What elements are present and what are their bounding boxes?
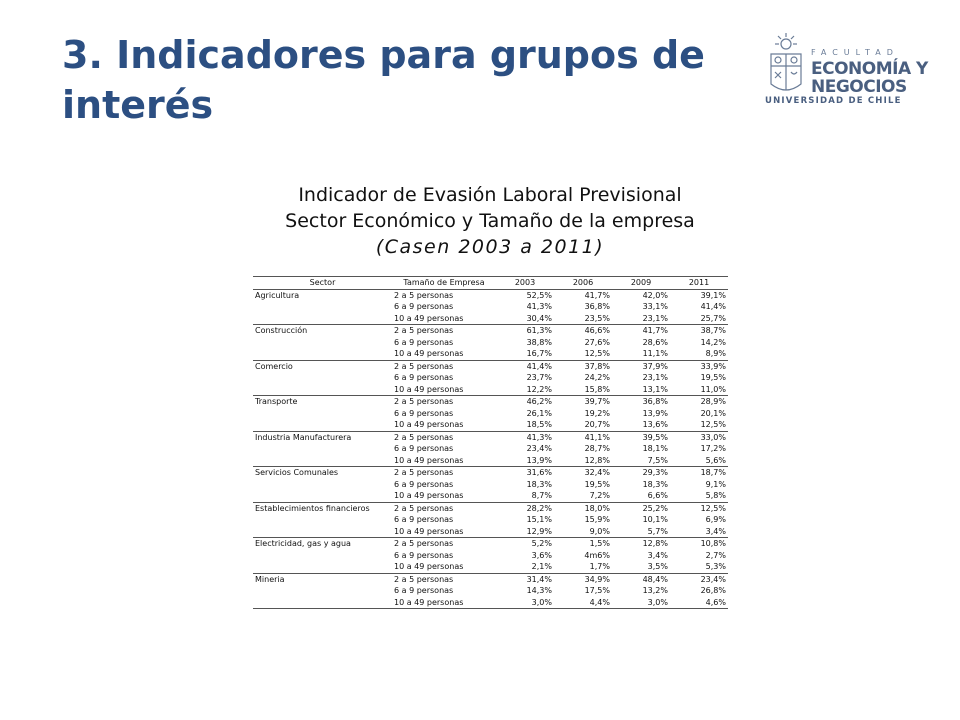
value-cell: 18,5% (496, 419, 554, 431)
value-cell: 61,3% (526, 326, 552, 335)
table-row (253, 396, 728, 408)
sector-cell: Comercio (255, 361, 293, 371)
value-cell: 25,2% (642, 503, 668, 513)
value-cell: 18,1% (642, 444, 668, 453)
value-cell: 3,4% (670, 526, 728, 538)
header-2003: 2003 (496, 277, 554, 290)
header-sector: Sector (253, 277, 392, 290)
value-cell: 41,3% (526, 432, 552, 442)
value-cell: 42,0% (642, 290, 668, 300)
sector-cell (253, 561, 392, 573)
table-row (253, 443, 728, 455)
table-row (253, 561, 728, 573)
value-cell: 32,4% (584, 468, 610, 477)
value-cell: 6,6% (612, 490, 670, 502)
value-cell: 18,7% (700, 468, 726, 477)
size-cell: 10 a 49 personas (392, 490, 496, 502)
size-cell: 6 a 9 personas (394, 408, 454, 418)
value-cell: 28,6% (642, 337, 668, 347)
value-cell: 28,7% (584, 444, 610, 453)
value-cell: 4m6% (584, 550, 610, 560)
logo-faculty-label: FACULTAD (811, 48, 899, 57)
size-cell: 2 a 5 personas (394, 326, 454, 335)
value-cell: 3,0% (496, 597, 554, 609)
value-cell: 10,8% (700, 539, 726, 548)
value-cell: 18,3% (642, 479, 668, 489)
sector-cell: Construcción (255, 326, 308, 335)
faculty-logo (765, 30, 928, 110)
value-cell: 10,1% (642, 515, 668, 524)
sector-cell (253, 384, 392, 396)
value-cell: 41,7% (584, 290, 610, 300)
value-cell: 3,4% (647, 550, 668, 560)
value-cell: 26,1% (526, 408, 552, 418)
table-row (253, 538, 728, 550)
value-cell: 27,6% (584, 337, 610, 347)
sector-cell (253, 550, 392, 562)
value-cell: 19,5% (584, 479, 610, 489)
value-cell: 5,6% (670, 455, 728, 467)
sector-cell (253, 585, 392, 597)
university-seal-icon (765, 32, 807, 100)
value-cell: 23,1% (642, 373, 668, 382)
value-cell: 18,3% (526, 479, 552, 489)
value-cell: 15,8% (554, 384, 612, 396)
value-cell: 39,7% (584, 397, 610, 406)
size-cell: 6 a 9 personas (394, 337, 454, 347)
table-row (253, 360, 728, 372)
value-cell: 12,5% (670, 419, 728, 431)
value-cell: 19,2% (584, 408, 610, 418)
sector-cell (253, 597, 392, 609)
sector-cell: Transporte (255, 397, 298, 406)
value-cell: 38,8% (526, 337, 552, 347)
table-row (253, 337, 728, 349)
value-cell: 41,4% (700, 302, 726, 311)
sector-cell (253, 479, 392, 491)
sector-cell (253, 408, 392, 420)
value-cell: 26,8% (700, 586, 726, 595)
table-row (253, 325, 728, 337)
table-row (253, 550, 728, 562)
sector-cell: Servicios Comunales (255, 468, 339, 477)
value-cell: 7,2% (554, 490, 612, 502)
value-cell: 3,0% (612, 597, 670, 609)
value-cell: 39,1% (700, 290, 726, 300)
size-cell: 10 a 49 personas (392, 561, 496, 573)
table-row (253, 573, 728, 585)
sector-cell (253, 337, 392, 349)
sector-cell: Establecimientos financieros (255, 503, 370, 513)
value-cell: 1,5% (589, 539, 610, 548)
table-row (253, 313, 728, 325)
table-row (253, 419, 728, 431)
sector-cell (253, 301, 392, 313)
table-row (253, 455, 728, 467)
sector-cell: Mineria (255, 574, 285, 584)
value-cell: 2,1% (496, 561, 554, 573)
value-cell: 4,4% (554, 597, 612, 609)
value-cell: 2,7% (705, 550, 726, 560)
value-cell: 41,3% (526, 302, 552, 311)
value-cell: 17,5% (584, 586, 610, 595)
table-heading (220, 182, 760, 260)
value-cell: 1,7% (554, 561, 612, 573)
value-cell: 29,3% (642, 468, 668, 477)
slide-title: 3. Indicadores para grupos de interés (62, 33, 705, 127)
table-row (253, 301, 728, 313)
table-row (253, 490, 728, 502)
header-2006: 2006 (554, 277, 612, 290)
logo-economia: ECONOMÍA Y (811, 59, 928, 79)
value-cell: 38,7% (700, 326, 726, 335)
value-cell: 16,7% (496, 348, 554, 360)
size-cell: 6 a 9 personas (394, 373, 454, 382)
value-cell: 31,6% (526, 468, 552, 477)
value-cell: 8,9% (670, 348, 728, 360)
value-cell: 12,5% (700, 503, 726, 513)
value-cell: 20,7% (554, 419, 612, 431)
table-row (253, 408, 728, 420)
sector-cell (253, 514, 392, 526)
value-cell: 33,9% (700, 361, 726, 371)
table-row (253, 431, 728, 443)
size-cell: 10 a 49 personas (392, 348, 496, 360)
size-cell: 2 a 5 personas (394, 503, 454, 513)
value-cell: 6,9% (705, 515, 726, 524)
value-cell: 25,7% (670, 313, 728, 325)
value-cell: 15,1% (526, 515, 552, 524)
value-cell: 12,8% (554, 455, 612, 467)
sector-cell: Electricidad, gas y agua (255, 539, 351, 548)
table-heading-line2: Sector Económico y Tamaño de la empresa (285, 210, 695, 232)
value-cell: 13,2% (642, 586, 668, 595)
size-cell: 2 a 5 personas (394, 397, 454, 406)
header-2009: 2009 (612, 277, 670, 290)
size-cell: 10 a 49 personas (392, 597, 496, 609)
table-heading-source: (Casen 2003 a 2011) (375, 236, 605, 258)
table-row (253, 526, 728, 538)
value-cell: 5,3% (670, 561, 728, 573)
header-size: Tamaño de Empresa (392, 277, 496, 290)
size-cell: 6 a 9 personas (394, 586, 454, 595)
value-cell: 23,4% (700, 574, 726, 584)
logo-university: UNIVERSIDAD DE CHILE (765, 96, 902, 106)
size-cell: 10 a 49 personas (392, 526, 496, 538)
value-cell: 34,9% (584, 574, 610, 584)
sector-cell (253, 419, 392, 431)
value-cell: 41,1% (584, 432, 610, 442)
value-cell: 19,5% (700, 373, 726, 382)
sector-cell (253, 443, 392, 455)
value-cell: 18,0% (584, 503, 610, 513)
value-cell: 23,1% (612, 313, 670, 325)
size-cell: 10 a 49 personas (392, 455, 496, 467)
value-cell: 36,8% (584, 302, 610, 311)
sector-cell (253, 526, 392, 538)
size-cell: 2 a 5 personas (394, 574, 454, 584)
table-row (253, 348, 728, 360)
value-cell: 46,6% (584, 326, 610, 335)
evasion-table (253, 276, 728, 609)
size-cell: 10 a 49 personas (392, 313, 496, 325)
size-cell: 2 a 5 personas (394, 468, 454, 477)
size-cell: 6 a 9 personas (394, 302, 454, 311)
sector-cell: Agricultura (255, 290, 300, 300)
value-cell: 23,7% (526, 373, 552, 382)
value-cell: 52,5% (526, 290, 552, 300)
value-cell: 23,4% (526, 444, 552, 453)
value-cell: 36,8% (642, 397, 668, 406)
table-body (253, 289, 728, 609)
value-cell: 13,6% (612, 419, 670, 431)
sector-cell (253, 372, 392, 384)
value-cell: 12,2% (496, 384, 554, 396)
size-cell: 6 a 9 personas (394, 550, 454, 560)
value-cell: 17,2% (700, 444, 726, 453)
size-cell: 6 a 9 personas (394, 444, 454, 453)
value-cell: 41,7% (642, 326, 668, 335)
value-cell: 3,5% (612, 561, 670, 573)
sector-cell (253, 490, 392, 502)
header-2011: 2011 (670, 277, 728, 290)
value-cell: 23,5% (554, 313, 612, 325)
value-cell: 12,5% (554, 348, 612, 360)
value-cell: 31,4% (526, 574, 552, 584)
table-heading-line1: Indicador de Evasión Laboral Previsional (298, 184, 682, 206)
value-cell: 41,4% (526, 361, 552, 371)
value-cell: 33,1% (642, 302, 668, 311)
table-row (253, 585, 728, 597)
table-row (253, 514, 728, 526)
value-cell: 5,7% (612, 526, 670, 538)
value-cell: 15,9% (584, 515, 610, 524)
size-cell: 10 a 49 personas (392, 419, 496, 431)
size-cell: 2 a 5 personas (394, 361, 454, 371)
size-cell: 2 a 5 personas (394, 432, 454, 442)
table-row (253, 467, 728, 479)
value-cell: 13,1% (612, 384, 670, 396)
table-row (253, 384, 728, 396)
value-cell: 5,2% (531, 539, 552, 548)
value-cell: 14,2% (700, 337, 726, 347)
value-cell: 3,6% (531, 550, 552, 560)
value-cell: 11,0% (670, 384, 728, 396)
value-cell: 12,9% (496, 526, 554, 538)
value-cell: 37,8% (584, 361, 610, 371)
value-cell: 12,8% (642, 539, 668, 548)
logo-negocios: NEGOCIOS (811, 77, 907, 97)
value-cell: 5,8% (670, 490, 728, 502)
table-row (253, 479, 728, 491)
sector-cell (253, 455, 392, 467)
value-cell: 14,3% (526, 586, 552, 595)
value-cell: 9,1% (705, 479, 726, 489)
sector-cell: Industria Manufacturera (255, 432, 352, 442)
value-cell: 24,2% (584, 373, 610, 382)
table-row (253, 597, 728, 609)
value-cell: 11,1% (612, 348, 670, 360)
value-cell: 20,1% (700, 408, 726, 418)
value-cell: 7,5% (612, 455, 670, 467)
value-cell: 46,2% (526, 397, 552, 406)
size-cell: 10 a 49 personas (392, 384, 496, 396)
value-cell: 8,7% (496, 490, 554, 502)
value-cell: 30,4% (496, 313, 554, 325)
value-cell: 48,4% (642, 574, 668, 584)
value-cell: 37,9% (642, 361, 668, 371)
table-row (253, 289, 728, 301)
value-cell: 13,9% (496, 455, 554, 467)
size-cell: 6 a 9 personas (394, 515, 454, 524)
value-cell: 9,0% (554, 526, 612, 538)
size-cell: 6 a 9 personas (394, 479, 454, 489)
table-row (253, 502, 728, 514)
table-header-row (253, 277, 728, 290)
value-cell: 4,6% (670, 597, 728, 609)
sector-cell (253, 348, 392, 360)
value-cell: 13,9% (642, 408, 668, 418)
value-cell: 28,2% (526, 503, 552, 513)
value-cell: 39,5% (642, 432, 668, 442)
table-row (253, 372, 728, 384)
value-cell: 28,9% (700, 397, 726, 406)
size-cell: 2 a 5 personas (394, 539, 454, 548)
value-cell: 33,0% (700, 432, 726, 442)
size-cell: 2 a 5 personas (394, 290, 454, 300)
sector-cell (253, 313, 392, 325)
